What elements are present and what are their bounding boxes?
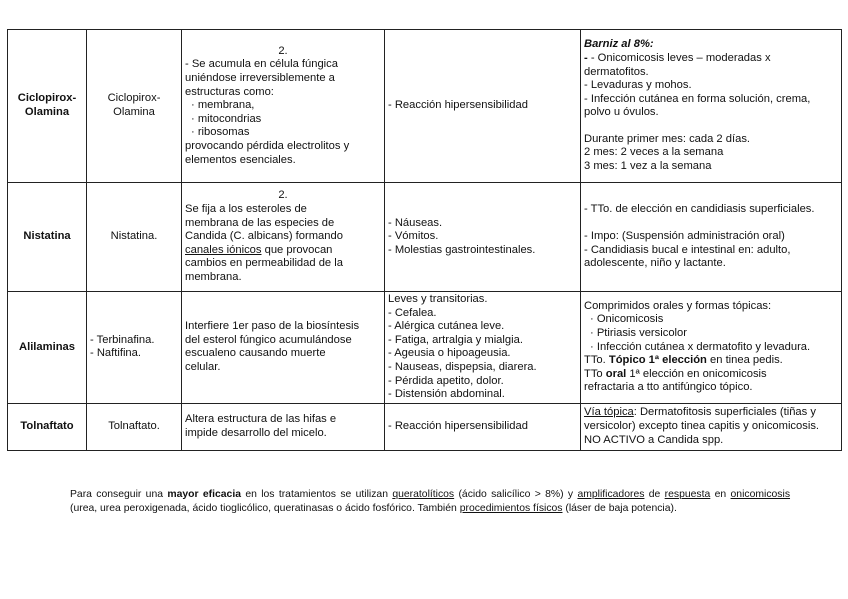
note-underlined: queratolíticos: [392, 489, 455, 501]
drug-names: Nistatina.: [87, 183, 182, 292]
mechanism-line: impide desarrollo del micelo.: [185, 426, 327, 439]
mechanism-line: - Se acumula en célula fúngica: [185, 58, 338, 71]
indications-line: adolescente, niño y lactante.: [584, 257, 726, 270]
mechanism-line: provocando pérdida electrolitos y: [185, 139, 350, 152]
mechanism-line: membrana.: [185, 270, 242, 283]
mechanism-cell: [182, 183, 385, 292]
mechanism-cell: [182, 292, 385, 404]
mechanism-item: · membrana,: [191, 99, 255, 112]
table-row: [8, 30, 842, 183]
note-underlined: respuesta: [664, 489, 711, 501]
indications-line: dermatofitos.: [584, 65, 649, 78]
antifungal-table: [7, 29, 842, 451]
mechanism-line: escualeno causando muerte: [185, 347, 326, 360]
adverse-line: - Distensión abdominal.: [388, 388, 505, 401]
indications-line: Comprimidos orales y formas tópicas:: [584, 299, 772, 312]
tto-text: en tinea pedis.: [706, 354, 783, 367]
indications-item: · Onicomicosis: [590, 313, 664, 326]
indications-cell: [581, 403, 842, 450]
adverse-effects-cell: - Reacción hipersensibilidad: [385, 403, 581, 450]
indications-line: - Impo: (Suspensión administración oral): [584, 229, 785, 242]
mechanism-line: Candida (C. albicans) formando: [185, 230, 343, 243]
note-underlined: amplificadores: [577, 489, 645, 501]
adverse-line: Leves y transitorias.: [388, 293, 488, 305]
indications-line: - - Onicomicosis leves – moderadas x: [584, 51, 771, 64]
adverse-line: - Cefalea.: [388, 306, 437, 319]
adverse-effects-cell: [385, 183, 581, 292]
mechanism-line: Interfiere 1er paso de la biosíntesis: [185, 320, 360, 333]
indications-line: refractaria a tto antifúngico tópico.: [584, 381, 753, 394]
adverse-line: - Pérdida apetito, dolor.: [388, 374, 504, 387]
mechanism-line: Se fija a los esteroles de: [185, 203, 307, 216]
indications-item: · Infección cutánea x dermatofito y levadura.: [590, 340, 811, 353]
footnote: [70, 488, 790, 516]
adverse-effects-cell: - Reacción hipersensibilidad: [385, 30, 581, 183]
adverse-effects-cell: [385, 292, 581, 404]
mechanism-number: 2.: [278, 189, 288, 202]
schedule-line: Durante primer mes: cada 2 días.: [584, 132, 751, 145]
group-name: Alilaminas: [8, 292, 87, 404]
note-underlined: procedimientos físicos: [459, 503, 563, 515]
indications-line: versicolor) excepto tinea capitis y onicomicosis.: [584, 419, 820, 432]
mechanism-line: Altera estructura de las hifas e: [185, 413, 337, 426]
indications-item: · Ptiriasis versicolor: [590, 326, 687, 339]
note-text: (láser de baja potencia).: [562, 503, 677, 515]
tto-emphasis: oral: [605, 367, 627, 380]
note-text: (urea, urea peroxigenada, ácido tioglicólico, queratinasas o ácido fosfórico. También: [70, 503, 460, 515]
spacer: [584, 120, 838, 133]
drug-name: - Naftifina.: [90, 347, 141, 360]
tto-text: TTo: [584, 367, 606, 380]
drug-name: - Terbinafina.: [90, 333, 155, 346]
adverse-line: - Alérgica cutánea leve.: [388, 320, 505, 333]
note-underlined: onicomicosis: [730, 489, 791, 501]
indications-heading: Barniz al 8%:: [584, 38, 654, 51]
adverse-line: - Náuseas.: [388, 216, 443, 229]
drug-names: [87, 292, 182, 404]
indications-cell: [581, 292, 842, 404]
mechanism-line: cambios en permeabilidad de la: [185, 257, 343, 270]
mechanism-line: membrana de las especies de: [185, 216, 335, 229]
schedule-line: 3 mes: 1 vez a la semana: [584, 160, 712, 173]
indications-line: - Candidiasis bucal e intestinal en: adulto,: [584, 243, 791, 256]
table-row: [8, 183, 842, 292]
mechanism-line: [185, 244, 381, 258]
group-name: Nistatina: [8, 183, 87, 292]
group-name: Tolnaftato: [8, 403, 87, 450]
spacer: [584, 217, 838, 230]
mechanism-line: celular.: [185, 360, 221, 373]
indications-text: : Dermatofitosis superficiales (tiñas y: [633, 406, 816, 419]
via-topica-link: Vía tópica: [584, 406, 634, 419]
indications-line: [584, 354, 838, 368]
mechanism-number: 2.: [278, 44, 288, 57]
tto-emphasis: Tópico 1ª elección: [608, 354, 707, 367]
note-text: en los tratamientos se utilizan: [241, 489, 393, 501]
mechanism-cell: [182, 403, 385, 450]
indications-cell: [581, 183, 842, 292]
mechanism-line: del esterol fúngico acumulándose: [185, 333, 352, 346]
note-emphasis: mayor eficacia: [167, 489, 241, 501]
table-row: [8, 292, 842, 404]
canales-ionicos-link: canales iónicos: [185, 243, 262, 256]
mechanism-text: que provocan: [261, 243, 333, 256]
adverse-line: - Molestias gastrointestinales.: [388, 243, 536, 256]
note-text: en: [710, 489, 731, 501]
indications-line: polvo u óvulos.: [584, 106, 659, 119]
adverse-line: - Ageusia o hipoageusia.: [388, 347, 511, 360]
indications-line: - Levaduras y mohos.: [584, 79, 692, 92]
tto-text: 1ª elección en onicomicosis: [626, 367, 767, 380]
drug-names: Ciclopirox-Olamina: [87, 30, 182, 183]
adverse-line: - Fatiga, artralgia y mialgia.: [388, 333, 523, 346]
tto-text: TTo.: [584, 354, 609, 367]
mechanism-line: uniéndose irreversiblemente a: [185, 72, 335, 85]
indications-line: - TTo. de elección en candidiasis superficiales.: [584, 203, 815, 216]
mechanism-item: · ribosomas: [191, 126, 250, 139]
adverse-line: - Nauseas, dispepsia, diarera.: [388, 360, 537, 373]
group-name: Ciclopirox-Olamina: [8, 30, 87, 183]
note-text: de: [644, 489, 665, 501]
mechanism-cell: [182, 30, 385, 183]
indications-line: [584, 406, 838, 420]
schedule-line: 2 mes: 2 veces a la semana: [584, 146, 724, 159]
indications-cell: [581, 30, 842, 183]
note-text: (ácido salicílico > 8%) y: [454, 489, 578, 501]
drug-names: Tolnaftato.: [87, 403, 182, 450]
indications-text: - Onicomicosis leves – moderadas x: [590, 51, 771, 64]
adverse-line: - Vómitos.: [388, 230, 439, 243]
indications-line: NO ACTIVO a Candida spp.: [584, 433, 724, 446]
indications-line: [584, 368, 838, 382]
mechanism-line: elementos esenciales.: [185, 153, 296, 166]
mechanism-line: estructuras como:: [185, 85, 274, 98]
note-text: Para conseguir una: [70, 489, 168, 501]
indications-line: - Infección cutánea en forma solución, crema,: [584, 92, 811, 105]
mechanism-item: · mitocondrias: [191, 112, 262, 125]
table-row: [8, 403, 842, 450]
